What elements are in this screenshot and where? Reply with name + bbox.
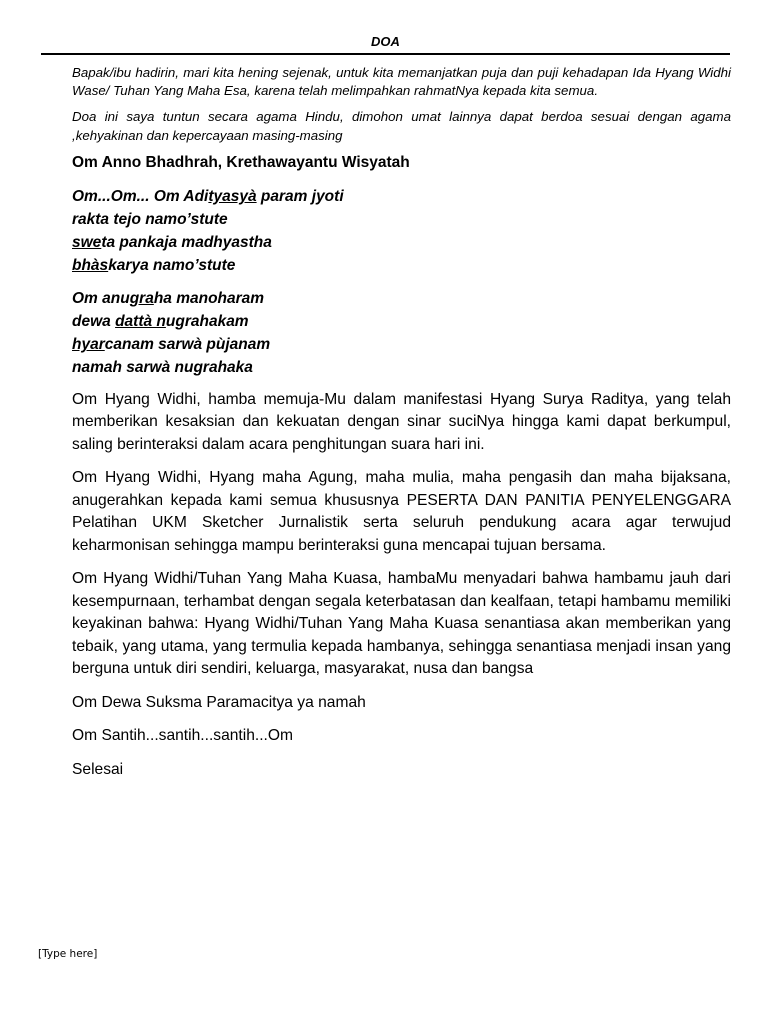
mantra-text: ha manoharam <box>153 289 265 307</box>
closing-line: Om Dewa Suksma Paramacitya ya namah <box>72 693 366 711</box>
document-body <box>72 64 731 792</box>
mantra-title: Om Anno Bhadhrah, Krethawayantu Wisyatah <box>72 153 410 171</box>
mantra-underlined-text: hyar <box>72 335 105 353</box>
prayer-paragraph: Om Hyang Widhi, hamba memuja-Mu dalam manifestasi Hyang Surya Raditya, yang telah memberikan kesaksian dan kekuatan dengan sinar suciNya hingga kami dapat berkumpul, saling berinteraksi dalam acara penghitungan suara hari ini. <box>72 390 731 453</box>
mantra-text: ugrahakam <box>165 312 249 330</box>
mantra-line: namah sarwà nugrahaka <box>72 358 253 376</box>
mantra-text: dewa <box>72 312 116 330</box>
mantra-line <box>72 310 731 333</box>
closing-line: Selesai <box>72 760 124 778</box>
mantra-text: karya namo’stute <box>108 256 236 274</box>
mantra-underlined-text: bhàs <box>72 256 109 274</box>
mantra-underlined-text: dattà n <box>115 312 166 330</box>
mantra-line <box>72 231 731 254</box>
header-rule <box>41 53 730 55</box>
mantra-line: rakta tejo namo’stute <box>72 210 228 228</box>
mantra-stanza-1 <box>72 185 731 277</box>
mantra-text: Om anu <box>72 289 130 307</box>
mantra-text: param jyoti <box>256 187 344 205</box>
intro-paragraph: Doa ini saya tuntun secara agama Hindu, dimohon umat lainnya dapat berdoa sesuai dengan agama ,kehyakinan dan kepercayaan masing-masing <box>72 109 731 143</box>
mantra-underlined-text: swe <box>72 233 102 251</box>
mantra-underlined-text: gra <box>129 289 154 307</box>
mantra-line <box>72 333 731 356</box>
intro-paragraph: Bapak/ibu hadirin, mari kita hening sejenak, untuk kita memanjatkan puja dan puji kehadapan Ida Hyang Widhi Wase/ Tuhan Yang Maha Esa, karena telah melimpahkan rahmatNya kepada kita semua. <box>72 65 731 99</box>
mantra-stanza-2 <box>72 287 731 379</box>
mantra-underlined-text: tyasyà <box>208 187 257 205</box>
prayer-paragraph: Om Hyang Widhi, Hyang maha Agung, maha mulia, maha pengasih dan maha bijaksana, anugerahkan kepada kami semua khususnya PESERTA DAN PANITIA PENYELENGGARA Pelatihan UKM Sketcher Jurnalistik serta seluruh pendukung acara agar terwujud keharmonisan sehingga mampu berinteraksi guna mencapai tujuan bersama. <box>72 469 731 554</box>
mantra-text: Om...Om... Om Adi <box>72 187 209 205</box>
mantra-line <box>72 287 731 310</box>
closing-line: Om Santih...santih...santih...Om <box>72 727 294 745</box>
footer-placeholder[interactable]: [Type here] <box>38 948 98 960</box>
mantra-text: ta pankaja madhyastha <box>101 233 272 251</box>
mantra-text: canam sarwà pùjanam <box>104 335 271 353</box>
mantra-line <box>72 254 731 277</box>
document-title: DOA <box>371 34 400 49</box>
mantra-line <box>72 185 731 208</box>
prayer-paragraph: Om Hyang Widhi/Tuhan Yang Maha Kuasa, hambaMu menyadari bahwa hambamu jauh dari kesempurnaan, terhambat dengan segala keterbatasan dan kealfaan, tetapi hambamu memiliki keyakinan bahwa: Hyang Widhi/Tuhan Yang Maha Kuasa senantiasa akan memberikan yang tebaik, yang utama, yang termulia kepada hambanya, sehingga senantiasa menjadi insan yang berguna untuk diri sendiri, keluarga, masyarakat, nusa dan bangsa <box>72 570 731 678</box>
